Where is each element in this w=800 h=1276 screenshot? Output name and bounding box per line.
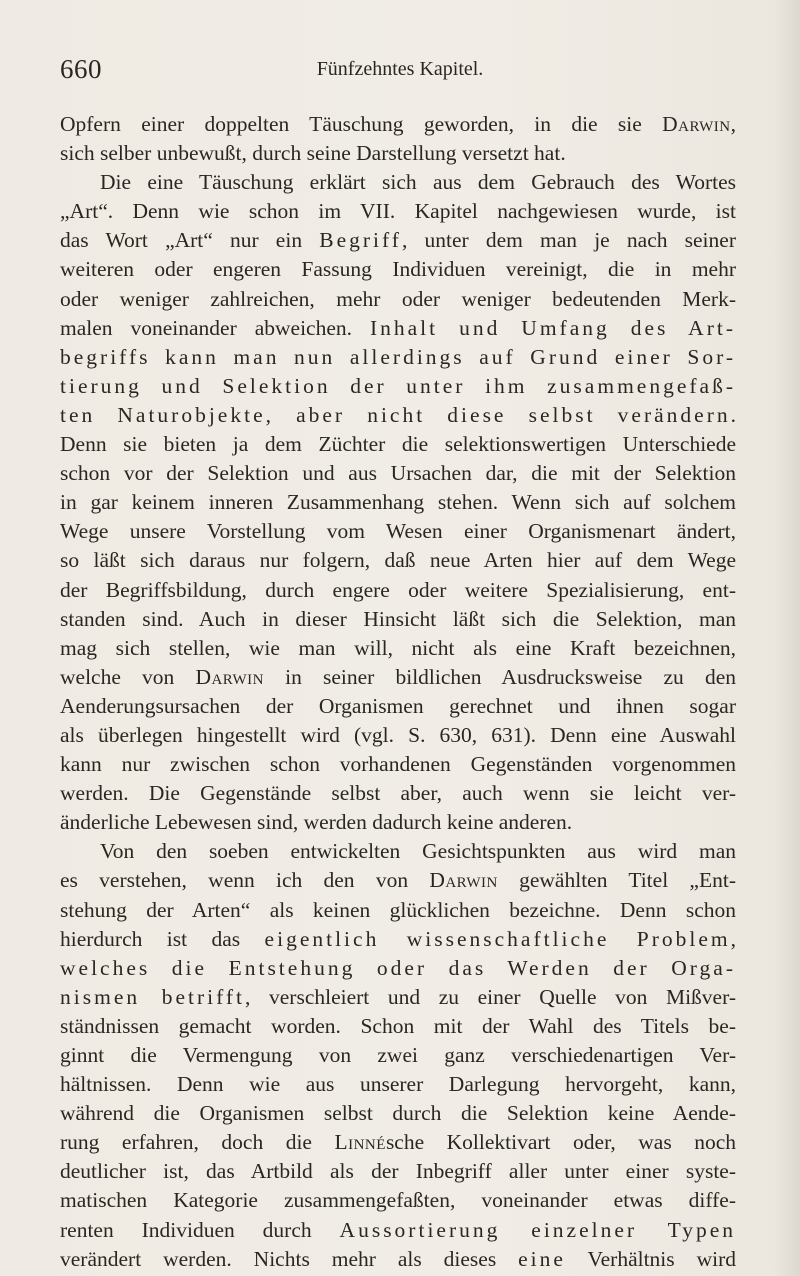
text-line <box>60 896 736 925</box>
emphasis-text: welches die Entstehung oder das Werden der Orga- <box>60 955 736 980</box>
text-line <box>60 808 736 837</box>
text-run: sche Kollektivart oder, was noch <box>385 1130 736 1155</box>
text-line <box>60 954 736 983</box>
text-run: verändert werden. Nichts mehr als dieses <box>60 1246 519 1271</box>
text-run: hältnissen. Denn wie aus unserer Darlegung hervorgeht, kann, <box>60 1072 736 1097</box>
emphasis-text: tierung und Selektion der unter ihm zusammengefaß- <box>60 373 736 398</box>
text-run: der Begriffsbildung, durch engere oder weitere Spezialisierung, ent- <box>60 577 736 602</box>
text-line <box>60 343 736 372</box>
text-line <box>60 866 736 895</box>
text-line <box>60 1186 736 1215</box>
text-run: Aenderungsursachen der Organismen gerechnet und ihnen sogar <box>60 693 736 718</box>
text-run: oder weniger zahlreichen, mehr oder weniger bedeutenden Merk- <box>60 286 736 311</box>
text-run: änderliche Lebewesen sind, werden dadurch keine anderen. <box>60 810 573 835</box>
text-line <box>60 634 736 663</box>
text-run: es verstehen, wenn ich den von <box>60 868 430 893</box>
author-name: Darwin <box>429 868 498 893</box>
text-line <box>60 139 736 168</box>
text-line <box>60 197 736 226</box>
text-run: deutlicher ist, das Artbild als der Inbegriff aller unter einer syste- <box>60 1159 736 1184</box>
text-run: Denn sie bieten ja dem Züchter die selektionswertigen Unterschiede <box>60 432 736 457</box>
text-line <box>60 692 736 721</box>
text-run: „Art“. Denn wie schon im VII. Kapitel nachgewiesen wurde, ist <box>60 199 736 224</box>
text-line <box>60 1128 736 1157</box>
text-line <box>60 314 736 343</box>
text-run: renten Individuen durch <box>60 1217 340 1242</box>
text-line <box>60 925 736 954</box>
text-line <box>60 226 736 255</box>
text-run: Opfern einer doppelten Täuschung geworden, in die sie <box>60 112 663 136</box>
text-line <box>60 517 736 546</box>
text-line <box>60 401 736 430</box>
text-run: matischen Kategorie zusammengefaßten, voneinander etwas diffe- <box>60 1188 736 1213</box>
page-header <box>60 44 736 84</box>
text-run: ginnt die Vermengung von zwei ganz verschiedenartigen Ver- <box>60 1043 736 1067</box>
text-run: Von den soeben entwickelten Gesichtspunkten aus wird man <box>100 839 736 864</box>
emphasis-text: begriffs kann man nun allerdings auf Grund einer Sor- <box>60 344 736 369</box>
text-run: mag sich stellen, wie man will, nicht als eine Kraft bezeichnen, <box>60 635 736 660</box>
text-line <box>60 983 736 1012</box>
text-run: Die eine Täuschung erklärt sich aus dem Gebrauch des Wortes <box>100 170 736 195</box>
text-run: so läßt sich daraus nur folgern, daß neue Arten hier auf dem Wege <box>60 548 736 573</box>
text-line <box>60 1041 736 1070</box>
text-run: , <box>730 926 736 951</box>
text-line <box>60 779 736 808</box>
text-run: werden. Die Gegenstände selbst aber, auch wenn sie leicht ver- <box>60 781 736 806</box>
text-run: kann nur zwischen schon vorhandenen Gegenständen vorgenommen <box>60 752 736 777</box>
text-line <box>60 488 736 517</box>
text-line <box>60 1157 736 1186</box>
text-line <box>60 605 736 634</box>
text-run: standen sind. Auch in dieser Hinsicht läßt sich die Selektion, man <box>60 606 736 631</box>
emphasis-text: Inhalt und Umfang des Art- <box>369 315 736 340</box>
text-line <box>60 837 736 866</box>
text-line <box>60 110 736 139</box>
page-edge-shadow <box>774 0 800 1276</box>
text-line <box>60 1245 736 1274</box>
emphasis-text: Aussortierung einzelner Typen <box>339 1217 736 1242</box>
text-line <box>60 721 736 750</box>
author-name: Darwin <box>195 664 264 689</box>
text-run: Verhältnis wird <box>565 1246 736 1271</box>
text-line <box>60 576 736 605</box>
text-line <box>60 663 736 692</box>
text-run: stehung der Arten“ als keinen glücklichen bezeichne. Denn schon <box>60 897 736 922</box>
text-run: sich selber unbewußt, durch seine Darstellung versetzt hat. <box>60 141 566 166</box>
body-text <box>60 110 736 1274</box>
text-line <box>60 168 736 197</box>
text-line <box>60 285 736 314</box>
author-name: Linné <box>334 1130 386 1155</box>
emphasis-text: ten Naturobjekte, aber nicht diese selbst verändern <box>60 402 731 427</box>
text-run: während die Organismen selbst durch die Selektion keine Aende- <box>60 1101 736 1126</box>
text-run: in gar keinem inneren Zusammenhang stehen. Wenn sich auf solchem <box>60 490 736 515</box>
text-run: , unter dem man je nach seiner <box>401 228 736 253</box>
emphasis-text: eigentlich wissenschaftliche Problem <box>264 926 731 951</box>
text-line <box>60 430 736 459</box>
text-run: , verschleiert und zu einer Quelle von Mißver- <box>245 984 736 1009</box>
text-run: als überlegen hingestellt wird (vgl. S. 630, 631). Denn eine Auswahl <box>60 722 736 747</box>
text-line <box>60 750 736 779</box>
emphasis-text: eine <box>518 1246 566 1271</box>
text-line <box>60 1099 736 1128</box>
text-run: . <box>730 402 736 427</box>
text-run: das Wort „Art“ nur ein <box>60 228 320 253</box>
text-line <box>60 1070 736 1099</box>
text-run: Wege unsere Vorstellung vom Wesen einer Organismenart ändert, <box>60 519 736 544</box>
text-run: in seiner bildlichen Ausdrucksweise zu den <box>263 664 736 689</box>
text-run: malen voneinander abweichen. <box>60 315 370 340</box>
text-line <box>60 1216 736 1245</box>
text-line <box>60 255 736 284</box>
text-run: hierdurch ist das <box>60 926 265 951</box>
running-head: Fünfzehntes Kapitel. <box>316 58 484 80</box>
text-run: , <box>730 112 736 136</box>
text-run: ständnissen gemacht worden. Schon mit der Wahl des Titels be- <box>60 1013 736 1038</box>
emphasis-text: Begriff <box>319 228 402 253</box>
text-run: weiteren oder engeren Fassung Individuen vereinigt, die in mehr <box>60 257 736 282</box>
emphasis-text: nismen betrifft <box>60 984 246 1009</box>
text-line <box>60 1012 736 1041</box>
text-run: schon vor der Selektion und aus Ursachen dar, die mit der Selektion <box>60 461 736 486</box>
text-run: welche von <box>60 664 196 689</box>
text-run: rung erfahren, doch die <box>60 1130 335 1155</box>
text-line <box>60 372 736 401</box>
text-line <box>60 459 736 488</box>
text-line <box>60 546 736 575</box>
author-name: Darwin <box>662 112 731 136</box>
page-number: 660 <box>60 54 102 84</box>
text-run: gewählten Titel „Ent- <box>497 868 736 893</box>
